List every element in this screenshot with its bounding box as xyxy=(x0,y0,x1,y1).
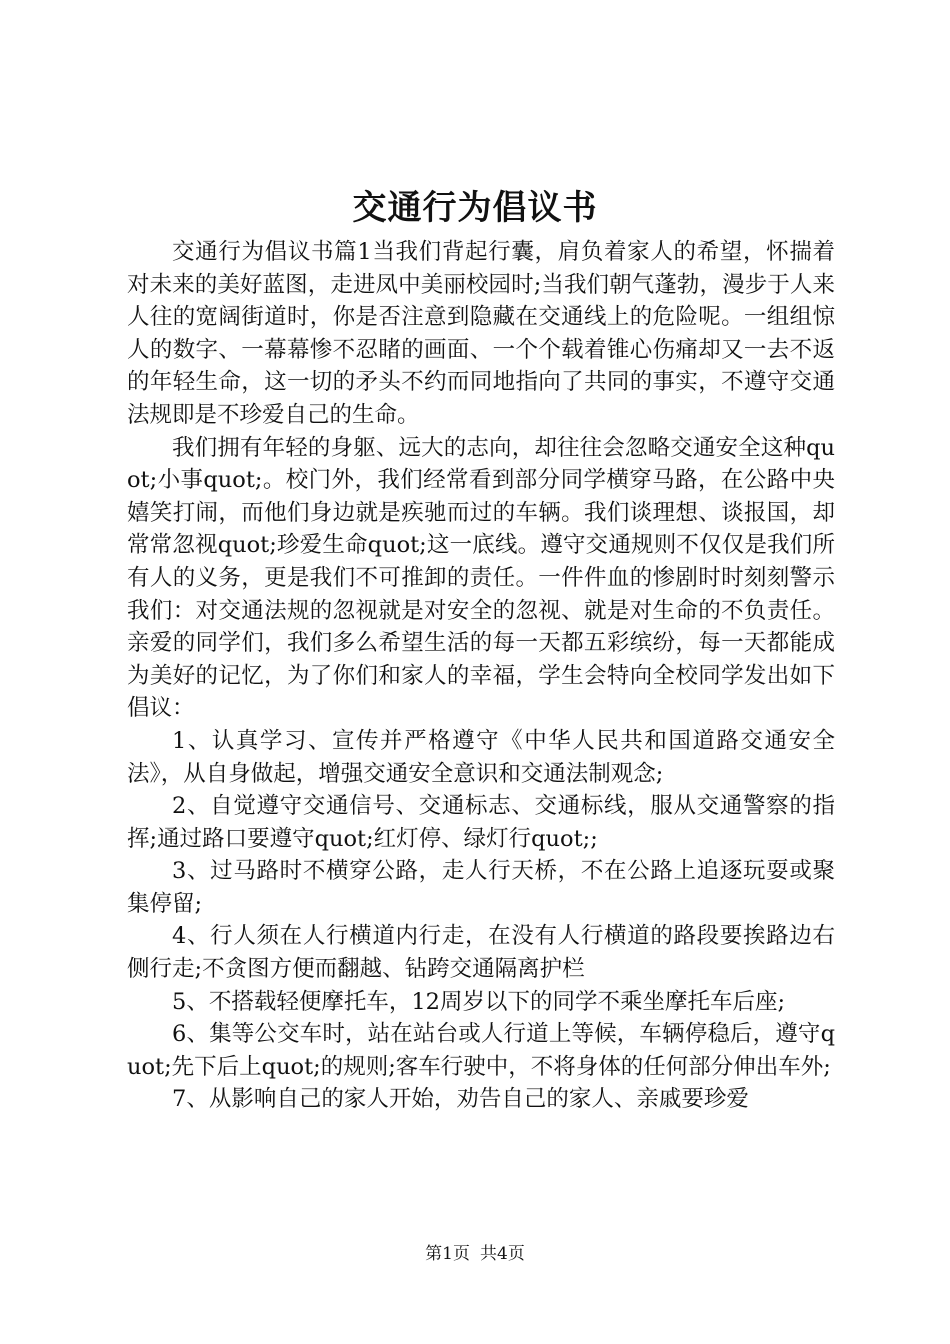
paragraph-appeal: 我们拥有年轻的身躯、远大的志向，却往往会忽略交通安全这种quot;小事quot;。校门外，我们经常看到部分同学横穿马路，在公路中央嬉笑打闹，而他们身边就是疾驰而过的车辆。我们谈理想、谈报国，却常常忽视quot;珍爱生命quot;这一底线。遵守交通规则不仅仅是我们所有人的义务，更是我们不可推卸的责任。一件件血的惨剧时时刻刻警示我们：对交通法规的忽视就是对安全的忽视、就是对生命的不负责任。亲爱的同学们，我们多么希望生活的每一天都五彩缤纷，每一天都能成为美好的记忆，为了你们和家人的幸福，学生会特向全校同学发出如下倡议： xyxy=(127,434,835,722)
list-item: 7、从影响自己的家人开始，劝告自己的家人、亲戚要珍爱 xyxy=(172,1086,749,1113)
list-item: 5、不搭载轻便摩托车，12周岁以下的同学不乘坐摩托车后座; xyxy=(172,988,786,1015)
page-footer xyxy=(0,1242,950,1266)
list-item: 1、认真学习、宣传并严格遵守《中华人民共和国道路交通安全法》，从自身做起，增强交通安全意识和交通法制观念; xyxy=(127,727,835,787)
document-body xyxy=(127,236,835,1116)
page-number: 第1页 xyxy=(425,1244,470,1264)
list-item: 6、集等公交车时，站在站台或人行道上等候，车辆停稳后，遵守quot;先下后上quot;的规则;客车行驶中，不将身体的任何部分伸出车外; xyxy=(127,1021,835,1080)
list-item: 4、行人须在人行横道内行走，在没有人行横道的路段要挨路边右侧行走;不贪图方便而翻越、钻跨交通隔离护栏 xyxy=(127,923,835,983)
list-item: 3、过马路时不横穿公路，走人行天桥，不在公路上追逐玩耍或聚集停留; xyxy=(127,858,835,917)
document-title: 交通行为倡议书 xyxy=(352,188,598,228)
page-total: 共4页 xyxy=(480,1244,525,1264)
list-item: 2、自觉遵守交通信号、交通标志、交通标线，服从交通警察的指挥;通过路口要遵守quot;红灯停、绿灯行quot;; xyxy=(127,793,835,852)
paragraph-intro: 交通行为倡议书篇1当我们背起行囊，肩负着家人的希望，怀揣着对未来的美好蓝图，走进凤中美丽校园时;当我们朝气蓬勃，漫步于人来人往的宽阔街道时，你是否注意到隐藏在交通线上的危险呢。一组组惊人的数字、一幕幕惨不忍睹的画面、一个个载着锥心伤痛却又一去不返的年轻生命，这一切的矛头不约而同地指向了共同的事实，不遵守交通法规即是不珍爱自己的生命。 xyxy=(127,239,835,428)
